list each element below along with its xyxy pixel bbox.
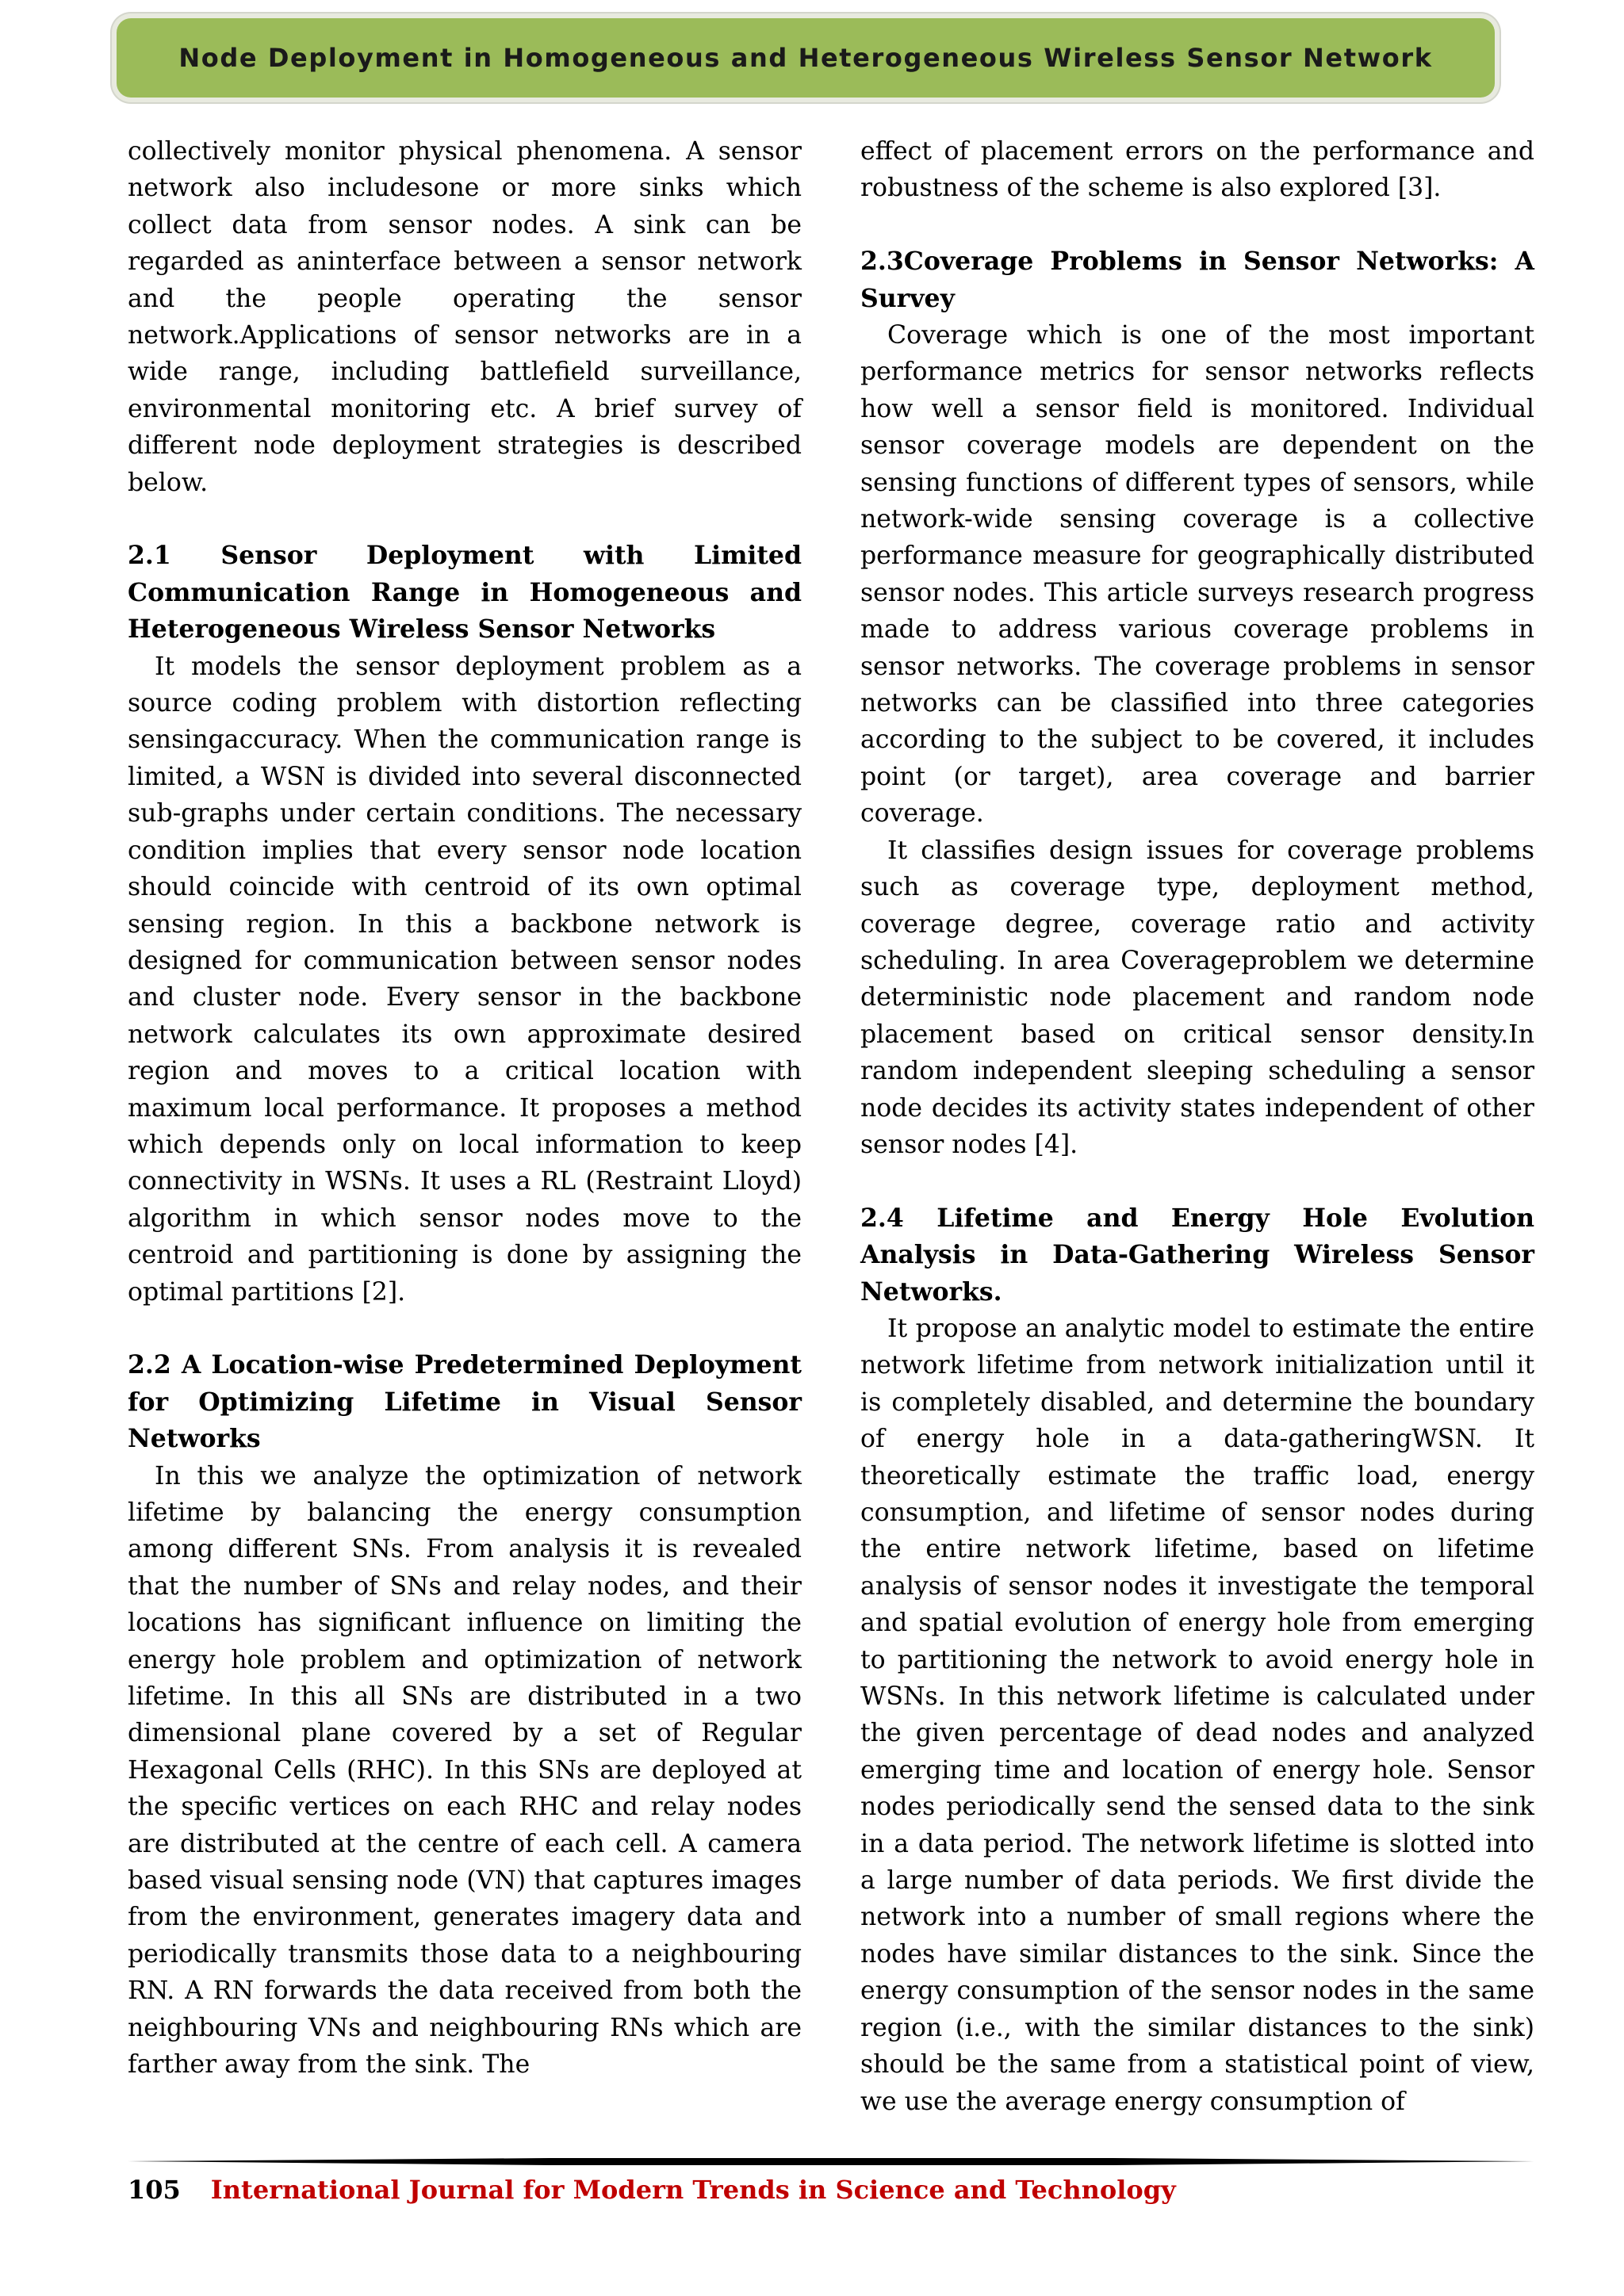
right-column: [860, 133, 1534, 2120]
section-2-2-heading: 2.2 A Location-wise Predetermined Deployment for Optimizing Lifetime in Visual Sensor Networks: [128, 1350, 802, 1454]
section-2-3-heading: 2.3Coverage Problems in Sensor Networks: A Survey: [860, 247, 1534, 313]
section-2-1-paragraph: It models the sensor deployment problem as a source coding problem with distortion reflecting sensingaccuracy. When the communication range is limited, a WSN is divided into several disconnected sub-graphs under certain conditions. The necessary condition implies that every sensor node location should coincide with centroid of its own optimal sensing region. In this a backbone network is designed for communication between sensor nodes and cluster node. Every sensor in the backbone network calculates its own approximate desired region and moves to a critical location with maximum local performance. It proposes a method which depends only on local information to keep connectivity in WSNs. It uses a RL (Restraint Lloyd) algorithm in which sensor nodes move to the centroid and partitioning is done by assigning the optimal partitions [2].: [128, 652, 802, 1307]
intro-paragraph: collectively monitor physical phenomena. A sensor network also includesone or more sinks which collect data from sensor nodes. A sink can be regarded as aninterface between a sensor network and the people operating the sensor network.Applications of sensor networks are in a wide range, including battlefield surveillance, environmental monitoring etc. A brief survey of different node deployment strategies is described below.: [128, 137, 802, 497]
footer-divider: [128, 2158, 1534, 2165]
section-2-3-paragraph-2: It classifies design issues for coverage problems such as coverage type, deployment method, coverage degree, coverage ratio and activity scheduling. In area Coverageproblem we determine deterministic node placement and random node placement based on critical sensor density.In random independent sleeping scheduling a sensor node decides its activity states independent of other sensor nodes [4].: [860, 836, 1534, 1159]
section-2-4-paragraph: It propose an analytic model to estimate the entire network lifetime from network initialization until it is completely disabled, and determine the boundary of energy hole in a data-gatheringWSN. It theoretically estimate the traffic load, energy consumption, and lifetime of sensor nodes during the entire network lifetime, based on lifetime analysis of sensor nodes it investigate the temporal and spatial evolution of energy hole from emerging to partitioning the network to avoid energy hole in WSNs. In this network lifetime is calculated under the given percentage of dead nodes and analyzed emerging time and location of energy hole. Sensor nodes periodically send the sensed data to the sink in a data period. The network lifetime is slotted into a large number of data periods. We first divide the network into a number of small regions where the nodes have similar distances to the sink. Since the energy consumption of the sensor nodes in the same region (i.e., with the similar distances to the sink) should be the same from a statistical point of view, we use the average energy consumption of: [860, 1314, 1534, 2116]
header-title: Node Deployment in Homogeneous and Heterogeneous Wireless Sensor Network: [178, 43, 1433, 73]
page-number: 105: [128, 2175, 181, 2205]
continued-paragraph: effect of placement errors on the performance and robustness of the scheme is also explored [3].: [860, 137, 1534, 203]
running-header: [117, 18, 1495, 98]
section-2-1-heading: 2.1 Sensor Deployment with Limited Communication Range in Homogeneous and Heterogeneous Wireless Sensor Networks: [128, 541, 802, 645]
section-2-3-paragraph-1: Coverage which is one of the most important performance metrics for sensor networks reflects how well a sensor field is monitored. Individual sensor coverage models are dependent on the sensing functions of different types of sensors, while network-wide sensing coverage is a collective performance measure for geographically distributed sensor nodes. This article surveys research progress made to address various coverage problems in sensor networks. The coverage problems in sensor networks can be classified into three categories according to the subject to be covered, it includes point (or target), area coverage and barrier coverage.: [860, 321, 1534, 828]
section-2-4-heading: 2.4 Lifetime and Energy Hole Evolution Analysis in Data-Gathering Wireless Sensor Networks.: [860, 1203, 1534, 1307]
left-column: [128, 133, 802, 2084]
section-2-2-paragraph: In this we analyze the optimization of network lifetime by balancing the energy consumption among different SNs. From analysis it is revealed that the number of SNs and relay nodes, and their locations has significant influence on limiting the energy hole problem and optimization of network lifetime. In this all SNs are distributed in a two dimensional plane covered by a set of Regular Hexagonal Cells (RHC). In this SNs are deployed at the specific vertices on each RHC and relay nodes are distributed at the centre of each cell. A camera based visual sensing node (VN) that captures images from the environment, generates imagery data and periodically transmits those data to a neighbouring RN. A RN forwards the data received from both the neighbouring VNs and neighbouring RNs which are farther away from the sink. The: [128, 1461, 802, 2080]
journal-name: International Journal for Modern Trends in Science and Technology: [210, 2175, 1176, 2205]
page-footer: [128, 2174, 1176, 2206]
